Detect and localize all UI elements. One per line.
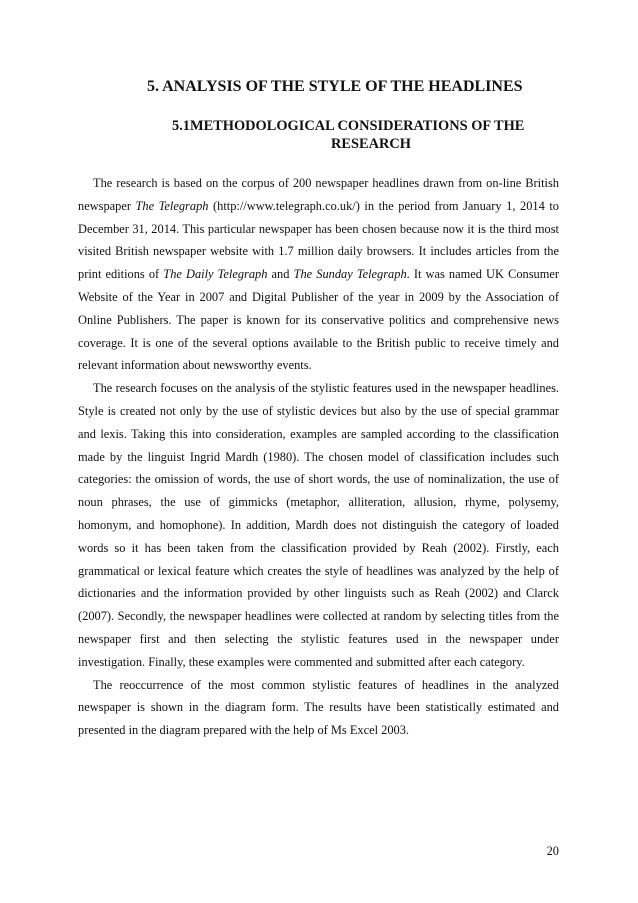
- p1-text-c: . It was named UK Consumer Website of the Year in 2007 and Digital Publisher of the year in 2009 by the Association of Online Publishers. The paper is known for its conservative politics and comprehensive news coverage. It is one of the several options available to the British public to receive timely and relevant information about newsworthy events.: [78, 267, 560, 373]
- p1-and: and: [267, 267, 294, 282]
- p1-telegraph-title: The Telegraph: [135, 198, 209, 213]
- p1-daily-telegraph-title: The Daily Telegraph: [163, 267, 268, 282]
- paragraph-3: The reoccurrence of the most common stylistic features of headlines in the analyzed newspaper is shown in the diagram form. The results have been statistically estimated and presented in the diagram prepared with the help of Ms Excel 2003.: [78, 677, 559, 738]
- paragraph-1: [78, 172, 559, 377]
- p1-text-b: (http://www.telegraph.co.uk/) in the period from January 1, 2014 to December 31, 2014. This particular newspaper has been chosen because now it is the third most visited British newspaper website with 1.7 million daily browsers. It includes articles from the print editions of: [78, 198, 559, 282]
- subsection-heading-line1: 5.1METHODOLOGICAL CONSIDERATIONS OF THE: [172, 118, 525, 134]
- p1-sunday-telegraph-title: The Sunday Telegraph: [293, 267, 407, 282]
- section-heading: 5. ANALYSIS OF THE STYLE OF THE HEADLINES: [147, 78, 523, 95]
- subsection-heading: [172, 117, 550, 153]
- body-text: [78, 172, 559, 742]
- page-number: 20: [546, 844, 559, 858]
- p1-text-a: The research is based on the corpus of 200 newspaper headlines drawn from on-line British newspaper: [78, 176, 559, 213]
- subsection-heading-line2: RESEARCH: [331, 136, 411, 152]
- paragraph-2: The research focuses on the analysis of the stylistic features used in the newspaper headlines. Style is created not only by the use of stylistic devices but also by the use of special grammar and lexis. Taking this into consideration, examples are sampled according to the classification made by the linguist Ingrid Mardh (1980). The chosen model of classification includes such categories: the omission of words, the use of short words, the use of nominalization, the use of noun phrases, the use of gimmicks (metaphor, alliteration, allusion, rhyme, polysemy, homonym, and homophone). In addition, Mardh does not distinguish the category of loaded words so it has been taken from the classification provided by Reah (2002). Firstly, each grammatical or lexical feature which creates the style of headlines was analyzed by the help of dictionaries and the information provided by other linguists such as Reah (2002) and Clarck (2007). Secondly, the newspaper headlines were collected at random by selecting titles from the newspaper first and then selecting the stylistic features used in the newspaper under investigation. Finally, these examples were commented and submitted after each category.: [78, 381, 559, 669]
